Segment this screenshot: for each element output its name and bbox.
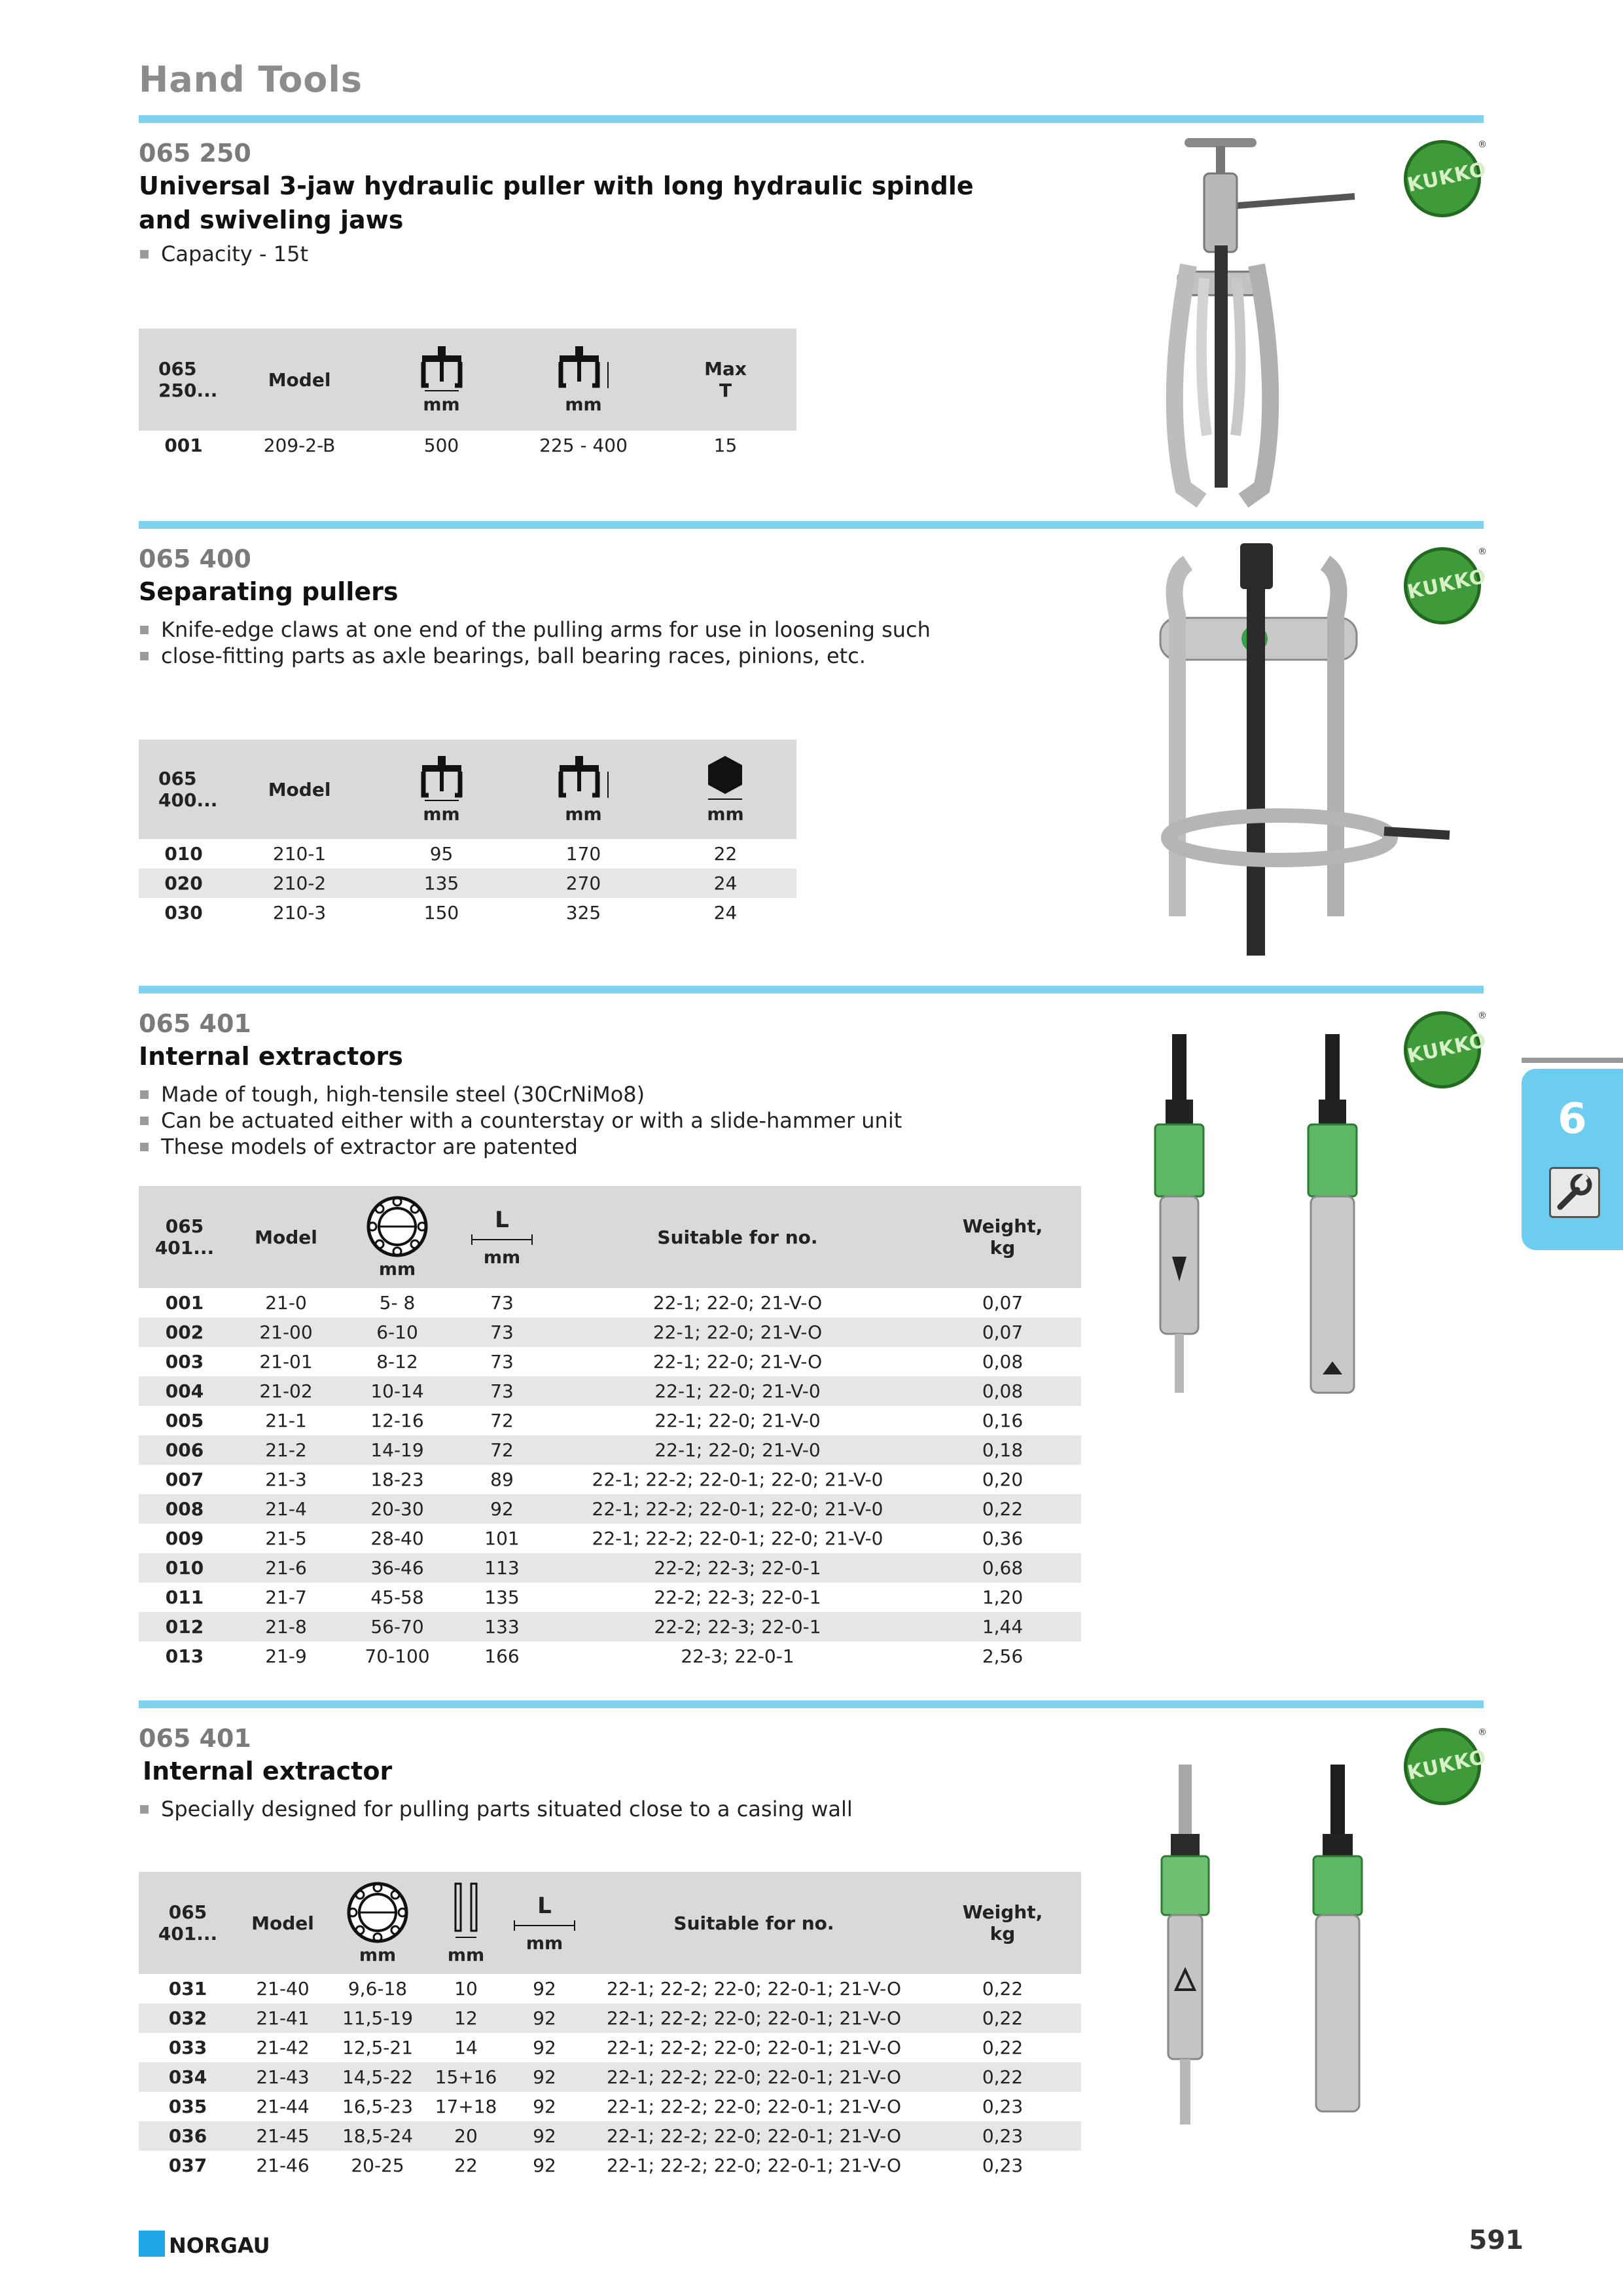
cell-reach: 225 - 400 [539,435,628,456]
product-title: Universal 3-jaw hydraulic puller with long hydraulic spindle [139,171,974,200]
registered-mark: ® [1478,139,1487,150]
table-row [139,1524,1081,1553]
feature-list [139,1796,853,1822]
cell-model: 209-2-B [263,435,336,456]
cell-model: 210-2 [228,869,370,898]
cell-code: 020 [139,869,228,898]
feature-item-continued: close-fitting parts as axle bearings, ball bearing races, pinions, etc. [139,643,931,669]
cell-model: 21-3 [265,1469,307,1490]
col-header-suitable: Suitable for no. [584,1872,924,1974]
weight-unit: kg [990,1923,1016,1945]
unit-label: mm [483,1247,521,1268]
feature-list [139,241,308,267]
cell-length: 73 [490,1292,514,1314]
col-header-code: 065 250... [139,329,228,431]
cell-suitable: 22-1; 22-2; 22-0-1; 22-0; 21-V-0 [592,1528,883,1549]
unit-label: mm [359,1945,397,1965]
cell-weight: 0,68 [924,1553,1081,1583]
registered-mark: ® [1478,1727,1487,1738]
col-header-model: Model [228,329,370,431]
product-title-line2: and swiveling jaws [139,206,404,234]
cell-code: 031 [168,1978,207,2000]
table-row [139,1641,1081,1671]
cell-spread: 95 [429,843,454,865]
cell-jaw-width: 17+18 [435,2096,497,2117]
wrench-icon [1549,1167,1600,1218]
cell-length: 92 [505,2121,584,2151]
cell-range: 20-30 [342,1494,453,1524]
cell-weight: 0,23 [982,2155,1024,2176]
registered-mark: ® [1478,1011,1487,1021]
table-row [139,2121,1081,2151]
col-header-hex [654,740,796,839]
cell-length: 101 [484,1528,520,1549]
cell-code: 032 [139,2003,237,2033]
col-header-length [505,1872,584,1974]
cell-spread: 135 [370,869,512,898]
cell-suitable: 22-1; 22-0; 21-V-O [652,1351,823,1372]
cell-code: 006 [139,1435,230,1465]
cell-code: 030 [164,902,203,924]
table-row [139,1376,1081,1406]
cell-weight: 0,23 [924,2121,1081,2151]
table-row [139,1583,1081,1612]
product-code: 065 401 [139,1009,251,1038]
cell-range: 8-12 [376,1351,418,1372]
cell-code: 005 [165,1410,204,1431]
col-header-model: Model [230,1186,342,1288]
jaw-width-icon [452,1881,480,1944]
cell-length: 73 [453,1376,551,1406]
cell-jaw-width: 20 [427,2121,505,2151]
cell-length: 72 [490,1410,514,1431]
cell-length: 166 [484,1645,520,1667]
cell-length: 72 [453,1435,551,1465]
unit-label: mm [526,1933,563,1954]
cell-weight: 1,20 [982,1587,1024,1608]
table-row [139,1347,1081,1376]
cell-range: 36-46 [342,1553,453,1583]
weight-label: Weight, [962,1901,1043,1923]
table-row [139,869,796,898]
cell-suitable: 22-1; 22-0; 21-V-O [551,1318,924,1347]
product-code: 065 400 [139,545,251,573]
cell-range: 18,5-24 [329,2121,427,2151]
cell-range: 16,5-23 [342,2096,414,2117]
section-divider [139,115,1484,123]
cell-code: 004 [139,1376,230,1406]
col-header-code: 065 400... [139,740,228,839]
cell-suitable: 22-2; 22-3; 22-0-1 [654,1587,821,1608]
cell-code: 001 [165,1292,204,1314]
cell-suitable: 22-1; 22-0; 21-V-0 [551,1435,924,1465]
logo-text: KUKKO [1405,1746,1489,1785]
cell-code: 012 [139,1612,230,1641]
cell-model: 21-00 [230,1318,342,1347]
unit-label: mm [707,804,744,825]
cell-weight: 0,07 [924,1318,1081,1347]
feature-list [139,1081,902,1160]
product-title: Internal extractor [143,1757,393,1785]
chapter-tab-divider [1522,1058,1623,1063]
cell-length: 133 [453,1612,551,1641]
cell-model: 21-8 [230,1612,342,1641]
cell-length: 92 [505,2003,584,2033]
kukko-logo [1404,1011,1489,1088]
cell-length: 92 [505,2062,584,2092]
cell-range: 12-16 [370,1410,424,1431]
cell-weight: 0,22 [982,1978,1024,2000]
section-divider [139,986,1484,994]
product-code: 065 401 [139,1724,251,1753]
feature-item: Can be actuated either with a counterstay or with a slide-hammer unit [139,1107,902,1134]
cell-model: 21-5 [265,1528,307,1549]
cell-length: 92 [533,2096,556,2117]
internal-extractor-image [1135,1761,1397,2140]
cell-model: 21-01 [259,1351,313,1372]
cell-range: 14,5-22 [329,2062,427,2092]
cell-range: 70-100 [365,1645,430,1667]
max-label: Max [704,358,747,380]
col-header-max [654,329,796,431]
unit-label: mm [423,804,460,825]
cell-code: 010 [139,1553,230,1583]
cell-model: 21-7 [265,1587,307,1608]
max-unit: T [719,380,732,401]
spec-table [139,1186,1081,1671]
cell-range: 45-58 [370,1587,424,1608]
cell-hex: 22 [713,843,738,865]
cell-code: 010 [164,843,203,865]
cell-spread: 150 [423,902,459,924]
cell-range: 28-40 [370,1528,424,1549]
unit-label: mm [378,1259,416,1280]
brand-mark-icon [139,2231,165,2257]
cell-model: 21-40 [256,1978,310,2000]
cell-model: 21-43 [237,2062,329,2092]
cell-weight: 2,56 [982,1645,1024,1667]
cell-code: 009 [165,1528,204,1549]
cell-range: 12,5-21 [342,2037,414,2058]
col-header-model: Model [237,1872,329,1974]
logo-text: KUKKO [1405,565,1489,604]
weight-unit: kg [990,1237,1016,1259]
spec-table [139,329,796,460]
cell-weight: 0,22 [982,2037,1024,2058]
col-header-spread [370,740,512,839]
kukko-logo [1404,139,1489,217]
cell-length: 92 [533,2037,556,2058]
cell-suitable: 22-1; 22-2; 22-0; 22-0-1; 21-V-O [607,2096,901,2117]
bearing-icon [345,1881,410,1944]
cell-weight: 0,22 [924,2003,1081,2033]
cell-suitable: 22-1; 22-2; 22-0; 22-0-1; 21-V-O [607,2037,901,2058]
cell-weight: 0,07 [982,1292,1024,1314]
table-row [139,431,796,460]
cell-suitable: 22-1; 22-2; 22-0; 22-0-1; 21-V-O [607,1978,901,2000]
cell-code: 007 [165,1469,204,1490]
spec-table [139,740,796,927]
cell-code: 013 [165,1645,204,1667]
cell-range: 6-10 [342,1318,453,1347]
page-title: Hand Tools [139,59,363,100]
product-code: 065 250 [139,139,251,168]
unit-label: mm [565,804,602,825]
registered-mark: ® [1478,547,1487,557]
page-number: 591 [1469,2225,1524,2255]
table-row [139,1318,1081,1347]
col-header-code: 065 401... [139,1872,237,1974]
feature-item: Knife-edge claws at one end of the pulling arms for use in loosening such [139,617,931,643]
length-arrow-icon [469,1233,535,1246]
cell-suitable: 22-1; 22-2; 22-0; 22-0-1; 21-V-O [607,2155,901,2176]
cell-model: 21-0 [265,1292,307,1314]
cell-code: 034 [139,2062,237,2092]
table-row [139,2033,1081,2062]
table-row [139,2151,1081,2180]
cell-suitable: 22-2; 22-3; 22-0-1 [551,1612,924,1641]
cell-jaw-width: 22 [454,2155,478,2176]
cell-suitable: 22-1; 22-0; 21-V-0 [654,1410,821,1431]
cell-weight: 0,23 [982,2096,1024,2117]
cell-model: 21-41 [237,2003,329,2033]
weight-label: Weight, [962,1215,1043,1237]
table-row [139,2003,1081,2033]
table-row [139,1553,1081,1583]
table-row [139,1465,1081,1494]
cell-weight: 0,22 [924,2062,1081,2092]
cell-suitable: 22-1; 22-0; 21-V-0 [551,1376,924,1406]
feature-item: These models of extractor are patented [139,1134,902,1160]
cell-suitable: 22-3; 22-0-1 [681,1645,794,1667]
cell-hex: 24 [713,902,738,924]
feature-item: Made of tough, high-tensile steel (30CrNiMo8) [139,1081,902,1107]
cell-length: 89 [490,1469,514,1490]
cell-weight: 0,16 [982,1410,1024,1431]
cell-code: 011 [165,1587,204,1608]
cell-model: 210-1 [272,843,327,865]
cell-range: 5- 8 [379,1292,416,1314]
product-title: Internal extractors [139,1042,403,1071]
col-header-weight [924,1186,1081,1288]
cell-model: 21-45 [237,2121,329,2151]
table-row [139,1974,1081,2003]
cell-model: 21-02 [230,1376,342,1406]
col-header-spread [370,329,512,431]
cell-jaw-width: 15+16 [427,2062,505,2092]
cell-code: 035 [168,2096,207,2117]
cell-model: 21-1 [265,1410,307,1431]
jaw-reach-icon [553,345,615,393]
hex-nut-icon [704,755,746,803]
cell-reach: 170 [565,843,601,865]
feature-item: Capacity - 15t [139,241,308,267]
cell-weight: 0,08 [924,1376,1081,1406]
cell-code: 001 [164,435,203,456]
product-title: Separating pullers [139,577,399,606]
jaw-spread-icon [416,345,468,393]
cell-weight: 0,20 [982,1469,1024,1490]
col-header-weight [924,1872,1081,1974]
cell-model: 210-3 [272,902,327,924]
cell-weight: 1,44 [924,1612,1081,1641]
jaw-reach-icon [553,755,615,803]
cell-max: 15 [713,435,738,456]
cell-range: 20-25 [351,2155,404,2176]
length-symbol: L [537,1892,552,1919]
cell-range: 9,6-18 [348,1978,408,2000]
cell-code: 008 [139,1494,230,1524]
logo-text: KUKKO [1405,1029,1489,1068]
cell-code: 002 [139,1318,230,1347]
cell-length: 92 [453,1494,551,1524]
table-row [139,2092,1081,2121]
col-header-bearing-bore [342,1186,453,1288]
cell-jaw-width: 12 [427,2003,505,2033]
kukko-logo [1404,1727,1489,1805]
table-row [139,1435,1081,1465]
cell-suitable: 22-1; 22-2; 22-0; 22-0-1; 21-V-O [584,2062,924,2092]
cell-suitable: 22-1; 22-2; 22-0; 22-0-1; 21-V-O [584,2121,924,2151]
section-divider [139,521,1484,529]
table-row [139,839,796,869]
bearing-icon [365,1195,430,1258]
chapter-tab[interactable] [1522,1069,1623,1250]
unit-label: mm [565,394,602,415]
col-header-reach [512,740,654,839]
cell-range: 56-70 [342,1612,453,1641]
length-arrow-icon [512,1919,577,1932]
logo-text: KUKKO [1405,158,1489,197]
cell-hex: 24 [654,869,796,898]
cell-length: 135 [484,1587,520,1608]
col-header-code: 065 401... [139,1186,230,1288]
table-row [139,1406,1081,1435]
cell-spread: 500 [423,435,459,456]
cell-model: 21-9 [265,1645,307,1667]
col-header-reach [512,329,654,431]
table-row [139,898,796,927]
internal-extractors-image [1129,1028,1404,1420]
cell-jaw-width: 14 [454,2037,478,2058]
cell-length: 92 [533,2155,556,2176]
cell-range: 14-19 [342,1435,453,1465]
cell-suitable: 22-1; 22-2; 22-0-1; 22-0; 21-V-0 [592,1469,883,1490]
cell-model: 21-6 [230,1553,342,1583]
cell-weight: 0,36 [982,1528,1024,1549]
jaw-spread-icon [416,755,468,803]
unit-label: mm [423,394,460,415]
cell-suitable: 22-1; 22-0; 21-V-O [652,1292,823,1314]
cell-model: 21-46 [256,2155,310,2176]
cell-reach: 270 [512,869,654,898]
section-divider [139,1700,1484,1708]
cell-range: 18-23 [370,1469,424,1490]
footer-brand: NORGAU [169,2233,270,2258]
cell-length: 92 [533,1978,556,2000]
cell-model: 21-44 [256,2096,310,2117]
table-row [139,2062,1081,2092]
table-row [139,1494,1081,1524]
cell-code: 036 [139,2121,237,2151]
col-header-model: Model [228,740,370,839]
col-header-suitable: Suitable for no. [551,1186,924,1288]
cell-weight: 0,18 [924,1435,1081,1465]
feature-item: Specially designed for pulling parts situated close to a casing wall [139,1796,853,1822]
cell-model: 21-4 [230,1494,342,1524]
cell-length: 73 [490,1351,514,1372]
cell-model: 21-2 [230,1435,342,1465]
table-row [139,1612,1081,1641]
kukko-logo [1404,547,1489,624]
hydraulic-puller-image [1139,134,1361,520]
cell-code: 033 [168,2037,207,2058]
col-header-jaw-width [427,1872,505,1974]
col-header-length [453,1186,551,1288]
cell-jaw-width: 10 [454,1978,478,2000]
cell-code: 037 [168,2155,207,2176]
cell-suitable: 22-2; 22-3; 22-0-1 [551,1553,924,1583]
length-symbol: L [495,1206,509,1233]
cell-model: 21-42 [256,2037,310,2058]
cell-weight: 0,22 [924,1494,1081,1524]
spec-table [139,1872,1081,2180]
chapter-number: 6 [1558,1095,1587,1143]
cell-range: 11,5-19 [329,2003,427,2033]
cell-range: 10-14 [342,1376,453,1406]
feature-list [139,617,931,669]
cell-suitable: 22-1; 22-2; 22-0; 22-0-1; 21-V-O [584,2003,924,2033]
cell-length: 73 [453,1318,551,1347]
col-header-bearing-bore [329,1872,427,1974]
cell-weight: 0,08 [982,1351,1024,1372]
cell-reach: 325 [565,902,601,924]
cell-length: 113 [453,1553,551,1583]
table-row [139,1288,1081,1318]
cell-code: 003 [165,1351,204,1372]
cell-suitable: 22-1; 22-2; 22-0-1; 22-0; 21-V-0 [551,1494,924,1524]
unit-label: mm [447,1945,485,1965]
